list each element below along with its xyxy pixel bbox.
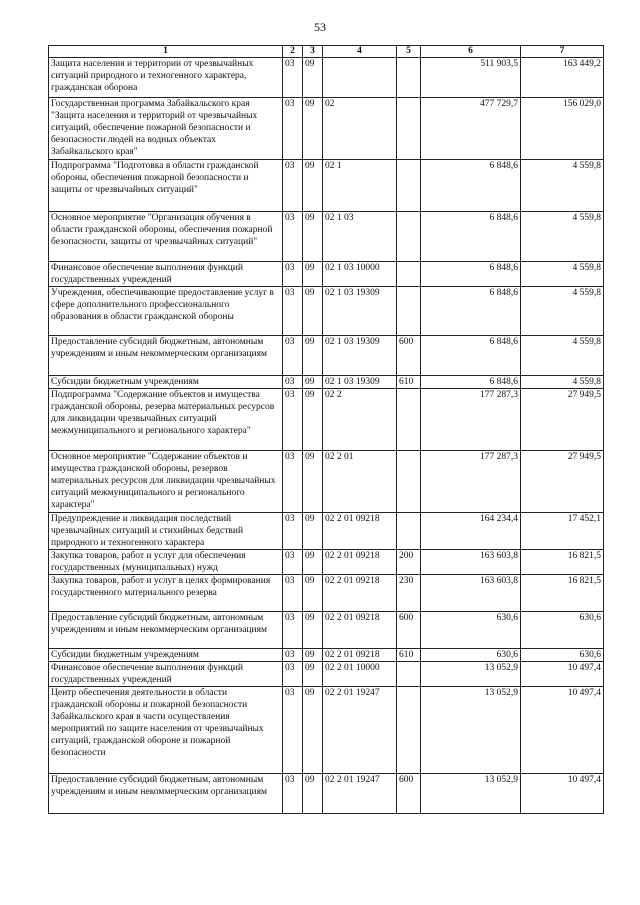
table-header [49,46,604,58]
row-name: Закупка товаров, работ и услуг для обеспечения государственных (муниципальных) нужд [49,550,283,575]
amount-col6: 13 052,9 [421,662,521,687]
table-row [49,612,604,649]
expense-type-code [397,513,421,550]
section-code: 03 [283,262,303,287]
row-name: Подпрограмма "Содержание объектов и имущества гражданской обороны, резерва материальных ресурсов для ликвидации чрезвычайных ситуаций межмуниципального и регионального характера" [49,389,283,451]
subsection-code: 09 [303,389,323,451]
section-code: 03 [283,550,303,575]
amount-col7: 27 949,5 [521,451,604,513]
table-row [49,662,604,687]
amount-col7: 156 029,0 [521,98,604,160]
table-row [49,336,604,376]
amount-col7: 163 449,2 [521,58,604,98]
amount-col7: 4 559,8 [521,287,604,336]
target-article-code: 02 2 01 09218 [323,649,397,662]
section-code: 03 [283,649,303,662]
subsection-code: 09 [303,287,323,336]
amount-col7: 4 559,8 [521,336,604,376]
expense-type-code [397,58,421,98]
expense-type-code [397,451,421,513]
column-header: 1 [49,46,283,58]
row-name: Финансовое обеспечение выполнения функций государственных учреждений [49,262,283,287]
section-code: 03 [283,612,303,649]
target-article-code: 02 1 03 [323,212,397,262]
amount-col6: 13 052,9 [421,687,521,774]
amount-col6: 6 848,6 [421,160,521,212]
subsection-code: 09 [303,98,323,160]
expense-type-code [397,687,421,774]
target-article-code: 02 2 01 09218 [323,575,397,612]
section-code: 03 [283,212,303,262]
subsection-code: 09 [303,774,323,814]
table-row [49,389,604,451]
table-body [49,58,604,814]
row-name: Субсидии бюджетным учреждениям [49,649,283,662]
amount-col6: 6 848,6 [421,212,521,262]
table-row [49,58,604,98]
amount-col7: 4 559,8 [521,262,604,287]
section-code: 03 [283,774,303,814]
target-article-code: 02 2 [323,389,397,451]
column-header: 2 [283,46,303,58]
subsection-code: 09 [303,687,323,774]
row-name: Государственная программа Забайкальского края "Защита населения и территорий от чрезвычайных ситуаций, обеспечение пожарной безопасности и безопасности людей на водных объектах Забайкальского края" [49,98,283,160]
section-code: 03 [283,662,303,687]
target-article-code: 02 1 03 19309 [323,376,397,389]
amount-col7: 10 497,4 [521,687,604,774]
amount-col6: 13 052,9 [421,774,521,814]
amount-col6: 163 603,8 [421,550,521,575]
row-name: Подпрограмма "Подготовка в области гражданской обороны, обеспечения пожарной безопасности и защиты от чрезвычайных ситуаций" [49,160,283,212]
row-name: Субсидии бюджетным учреждениям [49,376,283,389]
expense-type-code: 200 [397,550,421,575]
column-header: 3 [303,46,323,58]
table-row [49,376,604,389]
target-article-code: 02 1 03 10000 [323,262,397,287]
row-name: Закупка товаров, работ и услуг в целях формирования государственного материального резерва [49,575,283,612]
subsection-code: 09 [303,575,323,612]
row-name: Предоставление субсидий бюджетным, автономным учреждениям и иным некоммерческим организациям [49,774,283,814]
expense-type-code: 600 [397,774,421,814]
budget-table [48,45,604,814]
amount-col6: 477 729,7 [421,98,521,160]
subsection-code: 09 [303,612,323,649]
target-article-code: 02 2 01 09218 [323,550,397,575]
section-code: 03 [283,160,303,212]
target-article-code: 02 2 01 09218 [323,612,397,649]
subsection-code: 09 [303,662,323,687]
expense-type-code [397,160,421,212]
amount-col6: 630,6 [421,612,521,649]
section-code: 03 [283,575,303,612]
amount-col6: 164 234,4 [421,513,521,550]
expense-type-code: 600 [397,336,421,376]
subsection-code: 09 [303,376,323,389]
subsection-code: 09 [303,649,323,662]
expense-type-code [397,389,421,451]
amount-col7: 16 821,5 [521,550,604,575]
row-name: Основное мероприятие "Содержание объектов и имущества гражданской обороны, резервов материальных ресурсов для ликвидации чрезвычайных ситуаций межмуниципального и регионального характера" [49,451,283,513]
amount-col7: 630,6 [521,612,604,649]
table-row [49,287,604,336]
amount-col6: 630,6 [421,649,521,662]
expense-type-code [397,262,421,287]
amount-col6: 6 848,6 [421,287,521,336]
row-name: Основное мероприятие "Организация обучения в области гражданской обороны, обеспечения пожарной безопасности, защиты от чрезвычайных ситуаций" [49,212,283,262]
amount-col7: 630,6 [521,649,604,662]
subsection-code: 09 [303,160,323,212]
row-name: Предоставление субсидий бюджетным, автономным учреждениям и иным некоммерческим организациям [49,336,283,376]
amount-col6: 6 848,6 [421,262,521,287]
amount-col7: 27 949,5 [521,389,604,451]
subsection-code: 09 [303,451,323,513]
amount-col6: 177 287,3 [421,389,521,451]
column-header: 6 [421,46,521,58]
table-row [49,774,604,814]
table-row [49,451,604,513]
table-row [49,98,604,160]
expense-type-code: 600 [397,612,421,649]
target-article-code: 02 2 01 10000 [323,662,397,687]
target-article-code: 02 2 01 [323,451,397,513]
amount-col6: 511 903,5 [421,58,521,98]
row-name: Учреждения, обеспечивающие предоставление услуг в сфере дополнительного профессионального образования в области гражданской обороны [49,287,283,336]
amount-col6: 6 848,6 [421,336,521,376]
target-article-code: 02 2 01 19247 [323,687,397,774]
amount-col7: 17 452,1 [521,513,604,550]
amount-col7: 4 559,8 [521,376,604,389]
amount-col6: 6 848,6 [421,376,521,389]
amount-col7: 4 559,8 [521,160,604,212]
section-code: 03 [283,687,303,774]
amount-col6: 163 603,8 [421,575,521,612]
section-code: 03 [283,389,303,451]
row-name: Центр обеспечения деятельности в области гражданской обороны и пожарной безопасности Забайкальского края в части осуществления мероприятий по защите населения от чрезвычайных ситуаций, гражданской обороне и пожарной безопасности [49,687,283,774]
section-code: 03 [283,58,303,98]
target-article-code: 02 1 03 19309 [323,287,397,336]
expense-type-code [397,287,421,336]
subsection-code: 09 [303,212,323,262]
table-row [49,687,604,774]
target-article-code: 02 1 [323,160,397,212]
amount-col7: 4 559,8 [521,212,604,262]
subsection-code: 09 [303,550,323,575]
table-row [49,212,604,262]
column-header: 4 [323,46,397,58]
row-name: Защита населения и территории от чрезвычайных ситуаций природного и техногенного характера, гражданская оборона [49,58,283,98]
table-row [49,649,604,662]
table-row [49,262,604,287]
column-header: 7 [521,46,604,58]
expense-type-code [397,662,421,687]
column-header: 5 [397,46,421,58]
table-row [49,160,604,212]
page-number: 53 [314,20,326,34]
column-header-row [49,46,604,58]
target-article-code: 02 [323,98,397,160]
section-code: 03 [283,287,303,336]
expense-type-code: 230 [397,575,421,612]
expense-type-code: 610 [397,376,421,389]
subsection-code: 09 [303,513,323,550]
target-article-code: 02 1 03 19309 [323,336,397,376]
section-code: 03 [283,451,303,513]
target-article-code: 02 2 01 19247 [323,774,397,814]
section-code: 03 [283,336,303,376]
amount-col7: 10 497,4 [521,662,604,687]
subsection-code: 09 [303,262,323,287]
row-name: Финансовое обеспечение выполнения функций государственных учреждений [49,662,283,687]
subsection-code: 09 [303,336,323,376]
target-article-code: 02 2 01 09218 [323,513,397,550]
table-row [49,550,604,575]
section-code: 03 [283,98,303,160]
table-row [49,513,604,550]
table-row [49,575,604,612]
amount-col6: 177 287,3 [421,451,521,513]
section-code: 03 [283,376,303,389]
expense-type-code [397,98,421,160]
section-code: 03 [283,513,303,550]
amount-col7: 16 821,5 [521,575,604,612]
subsection-code: 09 [303,58,323,98]
row-name: Предоставление субсидий бюджетным, автономным учреждениям и иным некоммерческим организациям [49,612,283,649]
amount-col7: 10 497,4 [521,774,604,814]
row-name: Предупреждение и ликвидация последствий чрезвычайных ситуаций и стихийных бедствий природного и техногенного характера [49,513,283,550]
target-article-code [323,58,397,98]
expense-type-code: 610 [397,649,421,662]
expense-type-code [397,212,421,262]
